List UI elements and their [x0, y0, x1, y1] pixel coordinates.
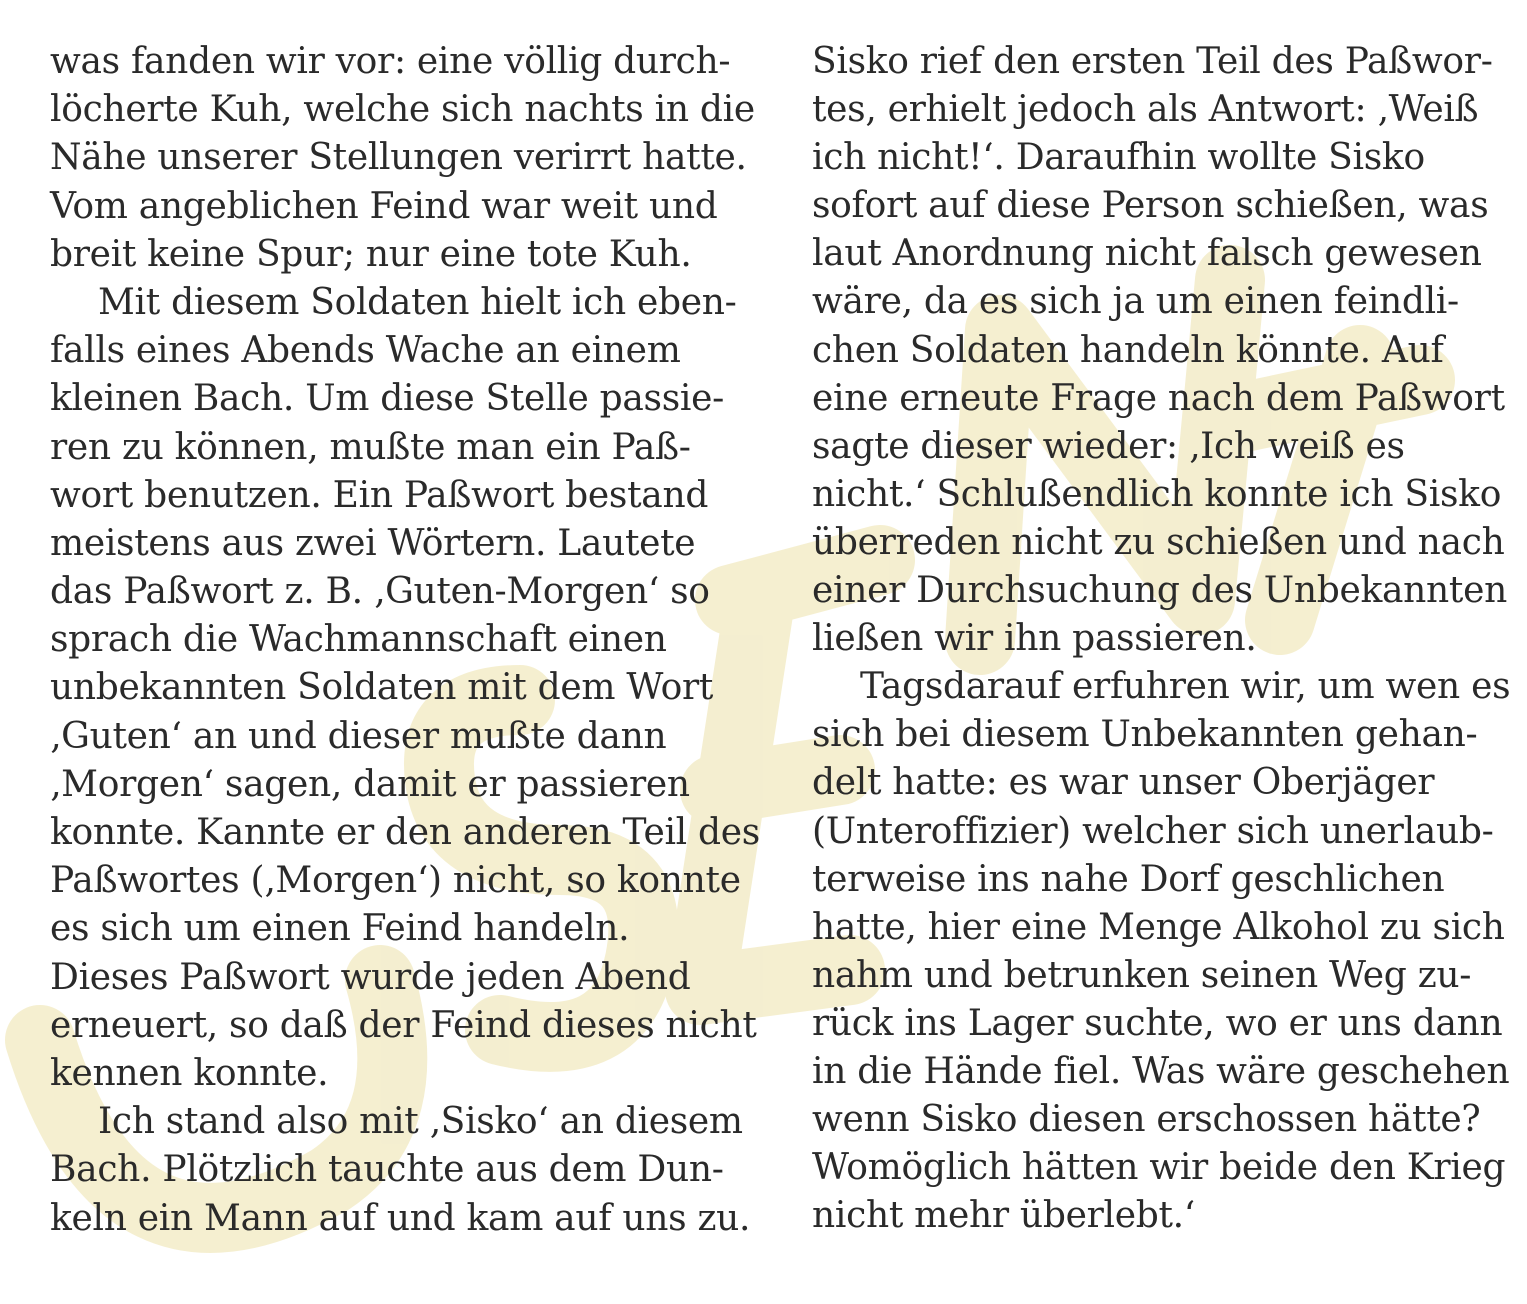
- text-line: breit keine Spur; nur eine tote Kuh.: [50, 233, 692, 275]
- text-line: Tagsdarauf erfuhren wir, um wen es: [860, 666, 1511, 708]
- text-line: sofort auf diese Person schießen, was: [812, 185, 1489, 227]
- right-text-column: [812, 38, 1511, 1240]
- text-line: Mit diesem Soldaten hielt ich eben-: [98, 281, 737, 323]
- text-line: rück ins Lager suchte, wo er uns dann: [812, 1002, 1503, 1044]
- text-line: es sich um einen Feind handeln.: [50, 908, 630, 950]
- text-line: (Unteroffizier) welcher sich unerlaub-: [812, 810, 1494, 852]
- text-line: ‚Guten‘ an und dieser mußte dann: [50, 715, 667, 757]
- text-line: Paßwortes (‚Morgen‘) nicht, so konnte: [50, 860, 741, 902]
- text-line: Ich stand also mit ‚Sisko‘ an diesem: [98, 1101, 743, 1143]
- text-line: wort benutzen. Ein Paßwort bestand: [50, 474, 709, 516]
- text-line: erneuert, so daß der Feind dieses nicht: [50, 1004, 757, 1046]
- left-text-column: [50, 38, 760, 1243]
- text-line: das Paßwort z. B. ‚Guten-Morgen‘ so: [50, 571, 710, 613]
- text-line: ren zu können, mußte man ein Paß-: [50, 426, 691, 468]
- text-line: nicht.‘ Schlußendlich konnte ich Sisko: [812, 473, 1502, 515]
- text-line: Vom angeblichen Feind war weit und: [50, 185, 718, 227]
- text-line: überreden nicht zu schießen und nach: [812, 521, 1505, 563]
- text-line: Womöglich hätten wir beide den Krieg: [812, 1147, 1506, 1189]
- text-line: eine erneute Frage nach dem Paßwort: [812, 377, 1505, 419]
- text-line: Sisko rief den ersten Teil des Paßwor-: [812, 41, 1493, 82]
- text-line: ich nicht!‘. Daraufhin wollte Sisko: [812, 137, 1425, 179]
- text-line: falls eines Abends Wache an einem: [50, 330, 681, 372]
- text-line: konnte. Kannte er den anderen Teil des: [50, 812, 760, 853]
- text-line: sprach die Wachmannschaft einen: [50, 619, 667, 661]
- text-line: sich bei diesem Unbekannten gehan-: [812, 714, 1478, 756]
- text-line: einer Durchsuchung des Unbekannten: [812, 570, 1507, 612]
- text-line: wäre, da es sich ja um einen feindli-: [812, 281, 1459, 323]
- text-line: delt hatte: es war unser Oberjäger: [812, 762, 1435, 804]
- text-line: meistens aus zwei Wörtern. Lautete: [50, 522, 696, 564]
- text-line: ließen wir ihn passieren.: [812, 618, 1257, 660]
- text-line: nahm und betrunken seinen Weg zu-: [812, 954, 1472, 996]
- text-line: terweise ins nahe Dorf geschlichen: [812, 858, 1445, 900]
- text-line: tes, erhielt jedoch als Antwort: ‚Weiß: [812, 89, 1479, 131]
- text-line: in die Hände fiel. Was wäre geschehen: [812, 1050, 1510, 1092]
- text-line: chen Soldaten handeln könnte. Auf: [812, 329, 1444, 371]
- text-line: laut Anordnung nicht falsch gewesen: [812, 233, 1482, 275]
- text-line: kennen konnte.: [50, 1052, 329, 1094]
- text-line: Dieses Paßwort wurde jeden Abend: [50, 956, 691, 998]
- text-line: kleinen Bach. Um diese Stelle passie-: [50, 378, 724, 420]
- text-line: Nähe unserer Stellungen verirrt hatte.: [50, 137, 747, 179]
- text-line: unbekannten Soldaten mit dem Wort: [50, 667, 714, 709]
- text-line: sagte dieser wieder: ‚Ich weiß es: [812, 425, 1405, 467]
- text-line: ‚Morgen‘ sagen, damit er passieren: [50, 763, 690, 805]
- text-line: hatte, hier eine Menge Alkohol zu sich: [812, 906, 1505, 948]
- text-line: nicht mehr überlebt.‘: [812, 1195, 1195, 1237]
- text-line: was fanden wir vor: eine völlig durch-: [50, 41, 731, 82]
- text-line: Bach. Plötzlich tauchte aus dem Dun-: [50, 1149, 724, 1191]
- text-line: keln ein Mann auf und kam auf uns zu.: [50, 1197, 751, 1239]
- text-line: löcherte Kuh, welche sich nachts in die: [50, 89, 755, 131]
- text-line: wenn Sisko diesen erschossen hätte?: [812, 1099, 1481, 1141]
